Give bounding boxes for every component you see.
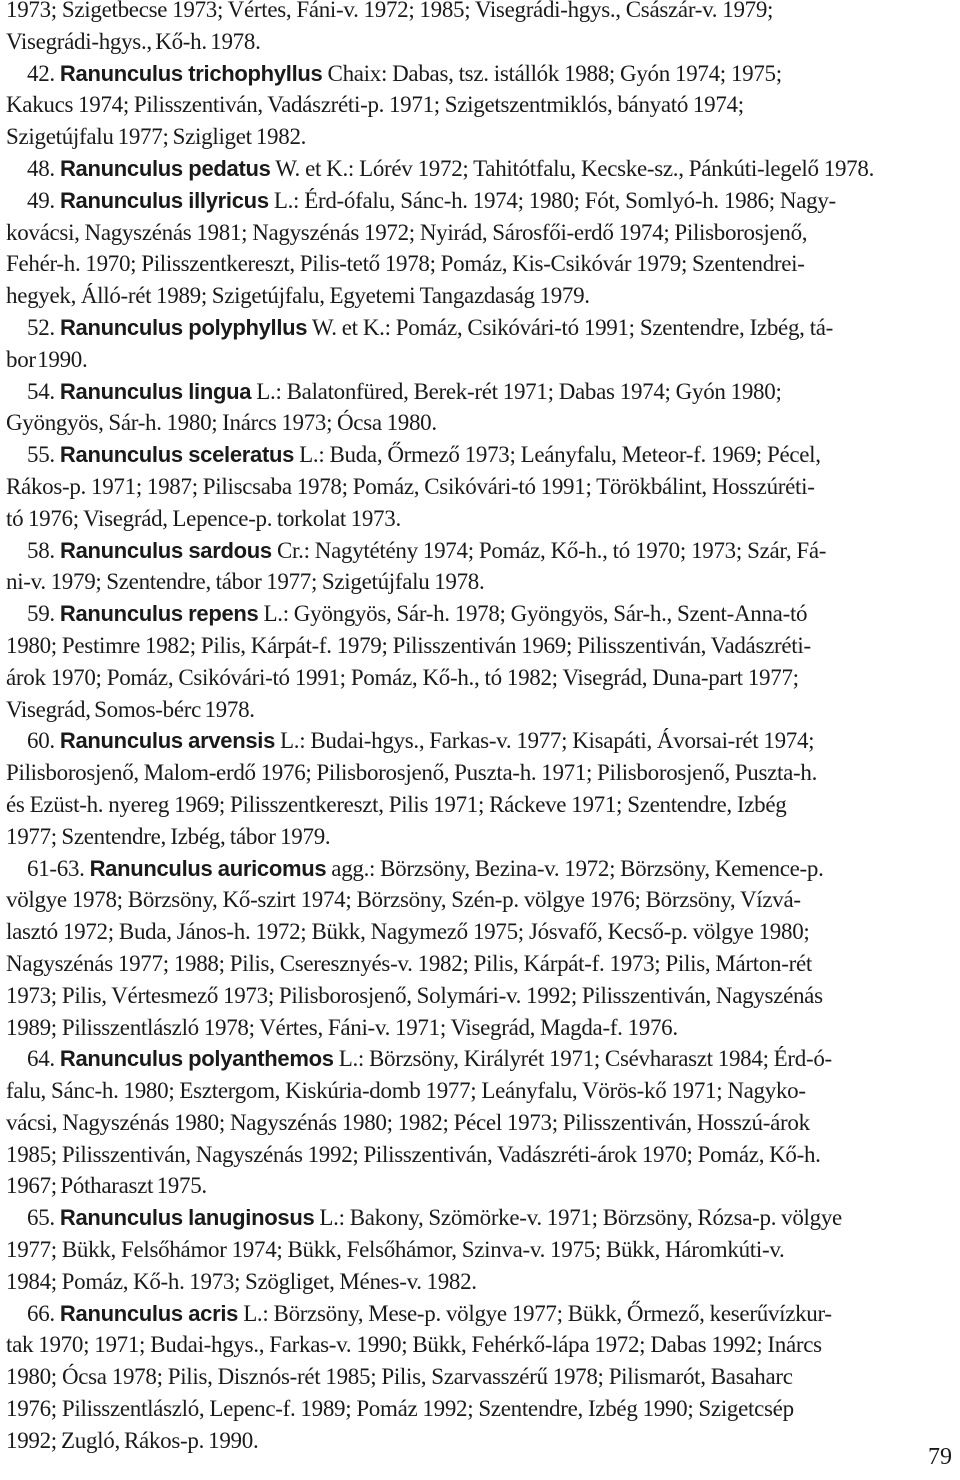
species-entry-line bbox=[6, 1043, 956, 1075]
entry-number: 49. bbox=[27, 187, 55, 213]
species-name: Ranunculus acris bbox=[59, 1300, 239, 1326]
line-text: Gyöngyös, Sár-h. 1980; Inárcs 1973; Ócsa 1980. bbox=[6, 410, 437, 436]
line-text: Visegrádi-hgys., Kő-h. 1978. bbox=[6, 28, 261, 54]
text-line bbox=[6, 789, 956, 821]
line-text: vácsi, Nagyszénás 1980; Nagyszénás 1980; 1982; Pécel 1973; Pilisszentiván, Hosszú-árok bbox=[6, 1109, 810, 1135]
species-name: Ranunculus polyphyllus bbox=[59, 314, 308, 340]
line-text: 1985; Pilisszentiván, Nagyszénás 1992; Pilisszentiván, Vadászréti-árok 1970; Pomáz, Kő-h. bbox=[6, 1141, 821, 1167]
text-line bbox=[6, 821, 956, 853]
species-name: Ranunculus sardous bbox=[59, 537, 272, 563]
species-name: Ranunculus pedatus bbox=[59, 155, 271, 181]
species-entry-line bbox=[6, 598, 956, 630]
line-text: W. et K.: Pomáz, Csikóvári-tó 1991; Szentendre, Izbég, tá- bbox=[311, 314, 834, 340]
line-text: Kakucs 1974; Pilisszentiván, Vadászréti-p. 1971; Szigetszentmiklós, bányató 1974; bbox=[6, 92, 744, 118]
species-entry-line bbox=[6, 185, 956, 217]
entry-number: 52. bbox=[27, 314, 55, 340]
text-line bbox=[6, 1329, 956, 1361]
species-name: Ranunculus auricomus bbox=[89, 855, 327, 881]
text-line bbox=[6, 884, 956, 916]
entry-number: 48. bbox=[27, 155, 55, 181]
line-text: falu, Sánc-h. 1980; Esztergom, Kiskúria-domb 1977; Leányfalu, Vörös-kő 1971; Nagyko- bbox=[6, 1078, 806, 1104]
line-text: árok 1970; Pomáz, Csikóvári-tó 1991; Pomáz, Kő-h., tó 1982; Visegrád, Duna-part 1977; bbox=[6, 664, 799, 690]
line-text: W. et K.: Lórév 1972; Tahitótfalu, Kecske-sz., Pánkúti-legelő 1978. bbox=[275, 155, 875, 181]
line-text: Cr.: Nagytétény 1974; Pomáz, Kő-h., tó 1970; 1973; Szár, Fá- bbox=[276, 537, 827, 563]
line-text: 1980; Ócsa 1978; Pilis, Disznós-rét 1985; Pilis, Szarvasszérű 1978; Pilismarót, Basaharc bbox=[6, 1364, 793, 1390]
text-line bbox=[6, 1107, 956, 1139]
line-text: bor 1990. bbox=[6, 346, 88, 372]
entry-number: 55. bbox=[27, 442, 55, 468]
species-name: Ranunculus illyricus bbox=[59, 187, 269, 213]
text-line bbox=[6, 1170, 956, 1202]
line-text: ni-v. 1979; Szentendre, tábor 1977; Szigetújfalu 1978. bbox=[6, 569, 485, 595]
text-line bbox=[6, 344, 956, 376]
line-text: Visegrád, Somos-bérc 1978. bbox=[6, 696, 255, 722]
text-line bbox=[6, 980, 956, 1012]
text-line bbox=[6, 0, 956, 26]
line-text: és Ezüst-h. nyereg 1969; Pilisszentkereszt, Pilis 1971; Ráckeve 1971; Szentendre, Izbég bbox=[6, 791, 787, 817]
species-entry-line bbox=[6, 535, 956, 567]
entry-number: 61-63. bbox=[27, 855, 85, 881]
species-entry-line bbox=[6, 725, 956, 757]
text-line bbox=[6, 1075, 956, 1107]
line-text: L.: Balatonfüred, Berek-rét 1971; Dabas 1974; Gyón 1980; bbox=[256, 378, 782, 404]
species-entry-line bbox=[6, 1298, 956, 1330]
entry-number: 66. bbox=[27, 1300, 55, 1326]
line-text: 1984; Pomáz, Kő-h. 1973; Szögliget, Ménes-v. 1982. bbox=[6, 1268, 477, 1294]
page-number: 79 bbox=[928, 1444, 952, 1470]
species-name: Ranunculus lingua bbox=[59, 378, 252, 404]
line-text: L.: Buda, Őrmező 1973; Leányfalu, Meteor-f. 1969; Pécel, bbox=[299, 442, 821, 468]
line-text: agg.: Börzsöny, Bezina-v. 1972; Börzsöny, Kemence-p. bbox=[331, 855, 824, 881]
line-text: L.: Érd-ófalu, Sánc-h. 1974; 1980; Fót, Somlyó-h. 1986; Nagy- bbox=[273, 187, 836, 213]
species-name: Ranunculus polyanthemos bbox=[59, 1046, 334, 1072]
line-text: lasztó 1972; Buda, János-h. 1972; Bükk, Nagymező 1975; Jósvafő, Kecső-p. völgye 1980; bbox=[6, 919, 810, 945]
text-line bbox=[6, 948, 956, 980]
text-line bbox=[6, 217, 956, 249]
line-text: 1992; Zugló, Rákos-p. 1990. bbox=[6, 1427, 259, 1453]
entry-number: 54. bbox=[27, 378, 55, 404]
line-text: Pilisborosjenő, Malom-erdő 1976; Pilisborosjenő, Puszta-h. 1971; Pilisborosjenő, Puszta-h. bbox=[6, 760, 818, 786]
entry-number: 42. bbox=[27, 60, 55, 86]
line-text: Rákos-p. 1971; 1987; Piliscsaba 1978; Pomáz, Csikóvári-tó 1991; Törökbálint, Hosszúréti- bbox=[6, 473, 815, 499]
line-text: Szigetújfalu 1977; Szigliget 1982. bbox=[6, 124, 307, 150]
text-line bbox=[6, 694, 956, 726]
line-text: 1980; Pestimre 1982; Pilis, Kárpát-f. 1979; Pilisszentiván 1969; Pilisszentiván, Vadászréti- bbox=[6, 632, 811, 658]
line-text: Fehér-h. 1970; Pilisszentkereszt, Pilis-tető 1978; Pomáz, Kis-Csikóvár 1979; Szentendrei- bbox=[6, 251, 805, 277]
text-line bbox=[6, 407, 956, 439]
species-entry-line bbox=[6, 1202, 956, 1234]
text-line bbox=[6, 471, 956, 503]
text-line bbox=[6, 916, 956, 948]
line-text: L.: Börzsöny, Királyrét 1971; Csévharaszt 1984; Érd-ó- bbox=[338, 1046, 832, 1072]
line-text: 1973; Pilis, Vértesmező 1973; Pilisborosjenő, Solymári-v. 1992; Pilisszentiván, Nagyszénás bbox=[6, 982, 823, 1008]
entry-number: 59. bbox=[27, 601, 55, 627]
species-entry-line bbox=[6, 58, 956, 90]
line-text: 1989; Pilisszentlászló 1978; Vértes, Fáni-v. 1971; Visegrád, Magda-f. 1976. bbox=[6, 1014, 678, 1040]
text-line bbox=[6, 630, 956, 662]
text-line bbox=[6, 757, 956, 789]
text-line bbox=[6, 503, 956, 535]
line-text: L.: Bakony, Szömörke-v. 1971; Börzsöny, Rózsa-p. völgye bbox=[319, 1205, 842, 1231]
entry-number: 58. bbox=[27, 537, 55, 563]
text-line bbox=[6, 280, 956, 312]
species-entry-line bbox=[6, 853, 956, 885]
species-name: Ranunculus lanuginosus bbox=[59, 1205, 315, 1231]
text-line bbox=[6, 26, 956, 58]
line-text: L.: Gyöngyös, Sár-h. 1978; Gyöngyös, Sár-h., Szent-Anna-tó bbox=[263, 601, 808, 627]
species-name: Ranunculus trichophyllus bbox=[59, 60, 323, 86]
species-list bbox=[6, 0, 956, 1457]
line-text: L.: Budai-hgys., Farkas-v. 1977; Kisapáti, Ávorsai-rét 1974; bbox=[280, 728, 815, 754]
line-text: 1973; Szigetbecse 1973; Vértes, Fáni-v. 1972; 1985; Visegrádi-hgys., Császár-v. 1979; bbox=[6, 0, 774, 22]
entry-number: 64. bbox=[27, 1046, 55, 1072]
line-text: Nagyszénás 1977; 1988; Pilis, Cseresznyés-v. 1982; Pilis, Kárpát-f. 1973; Pilis, Márton-rét bbox=[6, 950, 812, 976]
line-text: hegyek, Álló-rét 1989; Szigetújfalu, Egyetemi Tangazdaság 1979. bbox=[6, 283, 590, 309]
text-line bbox=[6, 1234, 956, 1266]
text-line bbox=[6, 662, 956, 694]
line-text: 1977; Bükk, Felsőhámor 1974; Bükk, Felsőhámor, Szinva-v. 1975; Bükk, Háromkúti-v. bbox=[6, 1237, 785, 1263]
species-entry-line bbox=[6, 439, 956, 471]
text-line bbox=[6, 566, 956, 598]
text-line bbox=[6, 121, 956, 153]
species-entry-line bbox=[6, 312, 956, 344]
line-text: kovácsi, Nagyszénás 1981; Nagyszénás 1972; Nyirád, Sárosfői-erdő 1974; Pilisborosjenő, bbox=[6, 219, 808, 245]
species-entry-line bbox=[6, 376, 956, 408]
species-name: Ranunculus arvensis bbox=[59, 728, 276, 754]
line-text: 1976; Pilisszentlászló, Lepenc-f. 1989; Pomáz 1992; Szentendre, Izbég 1990; Szigetcsép bbox=[6, 1396, 794, 1422]
line-text: 1977; Szentendre, Izbég, tábor 1979. bbox=[6, 823, 331, 849]
line-text: Chaix: Dabas, tsz. istállók 1988; Gyón 1974; 1975; bbox=[327, 60, 782, 86]
line-text: tak 1970; 1971; Budai-hgys., Farkas-v. 1990; Bükk, Fehérkő-lápa 1972; Dabas 1992; Inárcs bbox=[6, 1332, 822, 1358]
text-line bbox=[6, 1425, 956, 1457]
text-line bbox=[6, 1266, 956, 1298]
text-line bbox=[6, 1393, 956, 1425]
text-line bbox=[6, 1012, 956, 1044]
species-name: Ranunculus sceleratus bbox=[59, 442, 295, 468]
line-text: 1967; Pótharaszt 1975. bbox=[6, 1173, 207, 1199]
entry-number: 65. bbox=[27, 1205, 55, 1231]
text-line bbox=[6, 89, 956, 121]
line-text: tó 1976; Visegrád, Lepence-p. torkolat 1973. bbox=[6, 505, 401, 531]
species-entry-line bbox=[6, 153, 956, 185]
species-name: Ranunculus repens bbox=[59, 601, 259, 627]
line-text: völgye 1978; Börzsöny, Kő-szirt 1974; Börzsöny, Szén-p. völgye 1976; Börzsöny, Vízvá- bbox=[6, 887, 801, 913]
entry-number: 60. bbox=[27, 728, 55, 754]
text-line bbox=[6, 248, 956, 280]
text-line bbox=[6, 1139, 956, 1171]
text-line bbox=[6, 1361, 956, 1393]
line-text: L.: Börzsöny, Mese-p. völgye 1977; Bükk, Őrmező, keserűvízkur- bbox=[243, 1300, 832, 1326]
